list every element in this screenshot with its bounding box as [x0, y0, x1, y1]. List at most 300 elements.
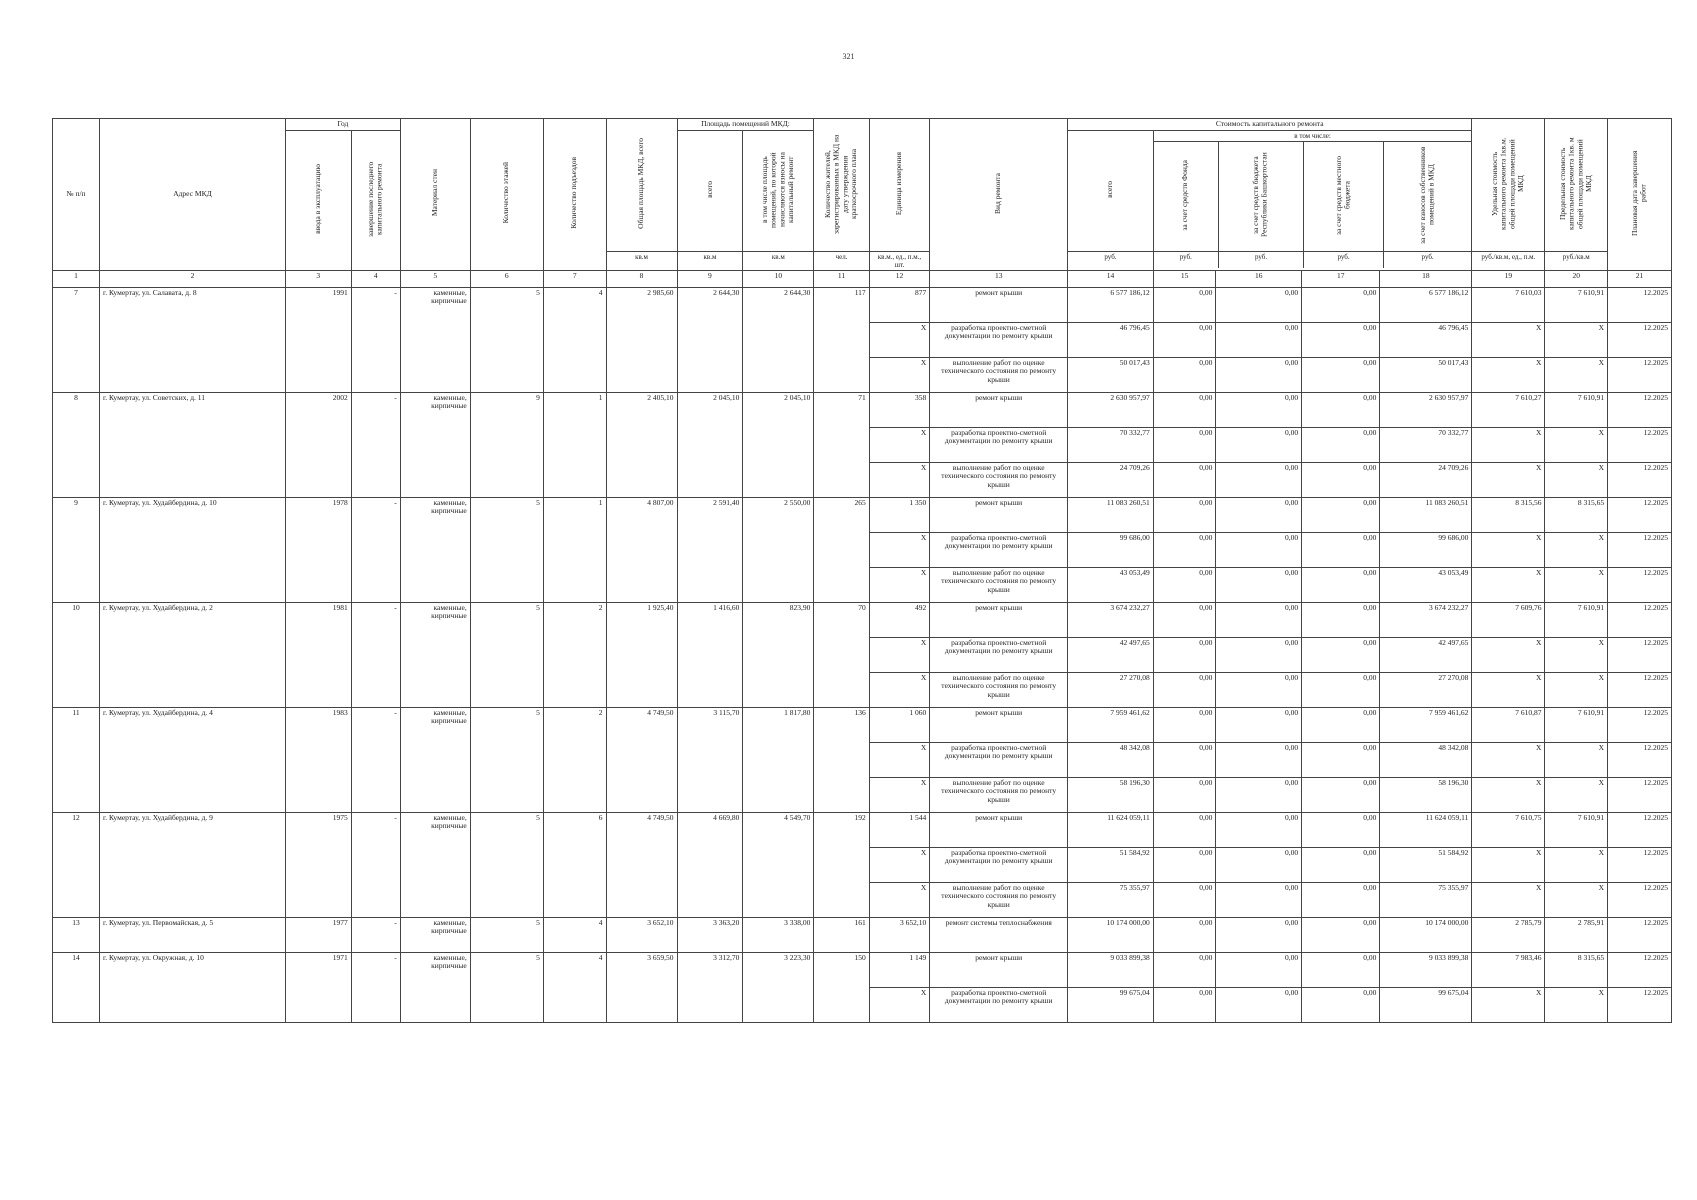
col-number: 1 [53, 270, 100, 287]
total-area-cell: 3 659,50 [606, 952, 677, 1022]
cost-fund-cell: 0,00 [1153, 462, 1216, 497]
cost-rb-cell: 0,00 [1216, 497, 1302, 532]
address-cell: г. Кумертау, ул. Худайбердина, д. 4 [100, 707, 286, 812]
col-number: 14 [1068, 270, 1154, 287]
area-fee-cell: 3 223,30 [743, 952, 814, 1022]
unit-value-cell: X [869, 637, 930, 672]
residents-cell: 161 [814, 917, 869, 952]
area-all-cell: 1 416,60 [677, 602, 743, 707]
completion-date-cell: 12.2025 [1608, 602, 1672, 637]
unit-value-cell: X [869, 672, 930, 707]
cost-local-cell: 0,00 [1302, 917, 1380, 952]
cost-total-cell: 7 959 461,62 [1068, 707, 1154, 742]
repair-kind-cell: ремонт крыши [930, 497, 1068, 532]
last-repair-cell: - [351, 392, 400, 497]
cost-fund-cell: 0,00 [1153, 392, 1216, 427]
repair-kind-cell: ремонт крыши [930, 602, 1068, 637]
cost-rb-cell: 0,00 [1216, 462, 1302, 497]
header-limit-cost: Предельная стоимость капитального ремонта 1кв. м общей площади помещений МКД [1545, 119, 1608, 252]
header-owners: за счет взносов собственников помещений в МКД [1417, 146, 1436, 244]
walls-cell: каменные, кирпичные [400, 602, 470, 707]
cost-owners-cell: 24 709,26 [1380, 462, 1472, 497]
cost-owners-cell: 27 270,08 [1380, 672, 1472, 707]
unit-value-cell: X [869, 427, 930, 462]
limit-cost-cell: 7 610,91 [1545, 392, 1608, 427]
walls-cell: каменные, кирпичные [400, 812, 470, 917]
cost-fund-cell: 0,00 [1153, 357, 1216, 392]
completion-date-cell: 12.2025 [1608, 917, 1672, 952]
unit-value-cell: 3 652,10 [869, 917, 930, 952]
area-all-cell: 3 115,70 [677, 707, 743, 812]
area-all-cell: 2 045,10 [677, 392, 743, 497]
area-all-cell: 4 669,80 [677, 812, 743, 917]
limit-cost-cell: X [1545, 427, 1608, 462]
row-number: 12 [53, 812, 100, 917]
area-fee-cell: 2 644,30 [743, 287, 814, 392]
cost-local-cell: 0,00 [1302, 777, 1380, 812]
unit-cell: кв.м [677, 251, 743, 270]
unit-cell: руб./кв.м, ед., п.м. [1472, 251, 1545, 270]
cost-fund-cell: 0,00 [1153, 847, 1216, 882]
repair-kind-cell: ремонт крыши [930, 287, 1068, 322]
limit-cost-cell: 8 315,65 [1545, 497, 1608, 532]
specific-cost-cell: X [1472, 427, 1545, 462]
header-repair-kind: Вид ремонта [930, 119, 1068, 271]
header-total-area: Общая площадь МКД, всего [606, 119, 677, 252]
specific-cost-cell: X [1472, 637, 1545, 672]
address-cell: г. Кумертау, ул. Окружная, д. 10 [100, 952, 286, 1022]
cost-local-cell: 0,00 [1302, 497, 1380, 532]
limit-cost-cell: X [1545, 462, 1608, 497]
specific-cost-cell: 7 609,76 [1472, 602, 1545, 637]
completion-date-cell: 12.2025 [1608, 322, 1672, 357]
repair-kind-cell: разработка проектно-сметной документации по ремонту крыши [930, 987, 1068, 1022]
cost-local-cell: 0,00 [1302, 707, 1380, 742]
area-fee-cell: 823,90 [743, 602, 814, 707]
header-residents: Количество жителей, зарегистрированных в МКД на дату утверждения краткосрочного плана [814, 119, 869, 252]
entrances-cell: 2 [543, 707, 606, 812]
cost-fund-cell: 0,00 [1153, 322, 1216, 357]
header-incl-group: в том числе: за счет средств Фонда за счет средств бюджета Республики Башкортостан за счет средств местного бюджета за счет взносов собственников помещений в МКД [1153, 131, 1472, 252]
limit-cost-cell: X [1545, 777, 1608, 812]
cost-local-cell: 0,00 [1302, 882, 1380, 917]
header-address: Адрес МКД [100, 119, 286, 271]
total-area-cell: 2 405,10 [606, 392, 677, 497]
address-cell: г. Кумертау, ул. Советских, д. 11 [100, 392, 286, 497]
specific-cost-cell: 7 610,03 [1472, 287, 1545, 322]
header-cost-group: Стоимость капитального ремонта [1068, 119, 1472, 131]
completion-date-cell: 12.2025 [1608, 497, 1672, 532]
unit-value-cell: 877 [869, 287, 930, 322]
col-number: 20 [1545, 270, 1608, 287]
unit-value-cell: X [869, 987, 930, 1022]
unit-cell: чел. [814, 251, 869, 270]
specific-cost-cell: X [1472, 987, 1545, 1022]
commissioning-year-cell: 1971 [285, 952, 351, 1022]
specific-cost-cell: 7 983,46 [1472, 952, 1545, 987]
specific-cost-cell: X [1472, 672, 1545, 707]
cost-fund-cell: 0,00 [1153, 742, 1216, 777]
unit-value-cell: X [869, 462, 930, 497]
unit-cell: руб. [1421, 252, 1434, 261]
last-repair-cell: - [351, 287, 400, 392]
unit-value-cell: X [869, 567, 930, 602]
area-all-cell: 3 312,70 [677, 952, 743, 1022]
completion-date-cell: 12.2025 [1608, 742, 1672, 777]
limit-cost-cell: 7 610,91 [1545, 812, 1608, 847]
cost-rb-cell: 0,00 [1216, 427, 1302, 462]
header-cost-total: всего [1068, 131, 1154, 252]
walls-cell: каменные, кирпичные [400, 287, 470, 392]
unit-value-cell: X [869, 847, 930, 882]
cost-local-cell: 0,00 [1302, 357, 1380, 392]
cost-fund-cell: 0,00 [1153, 707, 1216, 742]
cost-owners-cell: 9 033 899,38 [1380, 952, 1472, 987]
unit-value-cell: 1 060 [869, 707, 930, 742]
unit-value-cell: 358 [869, 392, 930, 427]
cost-local-cell: 0,00 [1302, 567, 1380, 602]
cost-fund-cell: 0,00 [1153, 532, 1216, 567]
header-rb-budget: за счет средств бюджета Республики Башкортостан [1218, 142, 1303, 251]
completion-date-cell: 12.2025 [1608, 427, 1672, 462]
specific-cost-cell: X [1472, 462, 1545, 497]
cost-rb-cell: 0,00 [1216, 812, 1302, 847]
cost-local-cell: 0,00 [1302, 532, 1380, 567]
cost-local-cell: 0,00 [1302, 987, 1380, 1022]
cost-total-cell: 10 174 000,00 [1068, 917, 1154, 952]
cost-local-cell: 0,00 [1302, 322, 1380, 357]
table-header [53, 119, 1672, 288]
row-number: 14 [53, 952, 100, 1022]
limit-cost-cell: X [1545, 847, 1608, 882]
commissioning-year-cell: 1978 [285, 497, 351, 602]
cost-local-cell: 0,00 [1302, 287, 1380, 322]
cost-rb-cell: 0,00 [1216, 882, 1302, 917]
header-walls: Материал стен [400, 119, 470, 271]
commissioning-year-cell: 1983 [285, 707, 351, 812]
cost-total-cell: 27 270,08 [1068, 672, 1154, 707]
unit-value-cell: 1 149 [869, 952, 930, 987]
cost-total-cell: 42 497,65 [1068, 637, 1154, 672]
header-area-group: Площадь помещений МКД: [677, 119, 814, 131]
unit-value-cell: X [869, 882, 930, 917]
floors-cell: 5 [470, 917, 543, 952]
cost-owners-cell: 3 674 232,27 [1380, 602, 1472, 637]
cost-rb-cell: 0,00 [1216, 777, 1302, 812]
residents-cell: 136 [814, 707, 869, 812]
header-fund: за счет средств Фонда [1154, 142, 1219, 251]
floors-cell: 5 [470, 952, 543, 1022]
cost-owners-cell: 11 083 260,51 [1380, 497, 1472, 532]
unit-cell: кв.м [606, 251, 677, 270]
col-number: 10 [743, 270, 814, 287]
table-row [53, 287, 1672, 322]
repair-kind-cell: выполнение работ по оценке технического состояния по ремонту крыши [930, 672, 1068, 707]
cost-rb-cell: 0,00 [1216, 637, 1302, 672]
cost-fund-cell: 0,00 [1153, 672, 1216, 707]
cost-owners-cell: 10 174 000,00 [1380, 917, 1472, 952]
floors-cell: 5 [470, 812, 543, 917]
column-number-row [53, 270, 1672, 287]
floors-cell: 5 [470, 707, 543, 812]
cost-total-cell: 58 196,30 [1068, 777, 1154, 812]
col-number: 8 [606, 270, 677, 287]
walls-cell: каменные, кирпичные [400, 917, 470, 952]
cost-local-cell: 0,00 [1302, 637, 1380, 672]
table-row [53, 602, 1672, 637]
completion-date-cell: 12.2025 [1608, 952, 1672, 987]
commissioning-year-cell: 1975 [285, 812, 351, 917]
col-number: 7 [543, 270, 606, 287]
total-area-cell: 3 652,10 [606, 917, 677, 952]
col-number: 13 [930, 270, 1068, 287]
area-fee-cell: 2 550,00 [743, 497, 814, 602]
area-all-cell: 2 644,30 [677, 287, 743, 392]
table-row [53, 952, 1672, 987]
limit-cost-cell: 7 610,91 [1545, 287, 1608, 322]
entrances-cell: 6 [543, 812, 606, 917]
cost-local-cell: 0,00 [1302, 427, 1380, 462]
specific-cost-cell: X [1472, 357, 1545, 392]
cost-owners-cell: 99 686,00 [1380, 532, 1472, 567]
cost-rb-cell: 0,00 [1216, 952, 1302, 987]
cost-owners-cell: 46 796,45 [1380, 322, 1472, 357]
cost-rb-cell: 0,00 [1216, 602, 1302, 637]
cost-rb-cell: 0,00 [1216, 672, 1302, 707]
unit-cell: руб./кв.м [1545, 251, 1608, 270]
completion-date-cell: 12.2025 [1608, 987, 1672, 1022]
cost-fund-cell: 0,00 [1153, 882, 1216, 917]
cost-total-cell: 9 033 899,38 [1068, 952, 1154, 987]
limit-cost-cell: X [1545, 987, 1608, 1022]
entrances-cell: 4 [543, 287, 606, 392]
floors-cell: 5 [470, 602, 543, 707]
commissioning-year-cell: 1977 [285, 917, 351, 952]
entrances-cell: 4 [543, 917, 606, 952]
total-area-cell: 4 807,00 [606, 497, 677, 602]
address-cell: г. Кумертау, ул. Первомайская, д. 5 [100, 917, 286, 952]
specific-cost-cell: X [1472, 322, 1545, 357]
col-number: 15 [1153, 270, 1216, 287]
header-completion-date: Плановая дата завершения работ [1608, 119, 1672, 271]
unit-value-cell: X [869, 742, 930, 777]
col-number: 17 [1302, 270, 1380, 287]
cost-owners-cell: 99 675,04 [1380, 987, 1472, 1022]
cost-total-cell: 48 342,08 [1068, 742, 1154, 777]
entrances-cell: 4 [543, 952, 606, 1022]
cost-total-cell: 50 017,43 [1068, 357, 1154, 392]
completion-date-cell: 12.2025 [1608, 812, 1672, 847]
cost-total-cell: 11 083 260,51 [1068, 497, 1154, 532]
residents-cell: 192 [814, 812, 869, 917]
cost-total-cell: 70 332,77 [1068, 427, 1154, 462]
header-no: № п/п [53, 119, 100, 271]
col-number: 4 [351, 270, 400, 287]
cost-total-cell: 11 624 059,11 [1068, 812, 1154, 847]
cost-owners-cell: 43 053,49 [1380, 567, 1472, 602]
area-fee-cell: 1 817,80 [743, 707, 814, 812]
completion-date-cell: 12.2025 [1608, 777, 1672, 812]
row-number: 8 [53, 392, 100, 497]
limit-cost-cell: X [1545, 322, 1608, 357]
limit-cost-cell: 7 610,91 [1545, 707, 1608, 742]
row-number: 11 [53, 707, 100, 812]
floors-cell: 5 [470, 497, 543, 602]
address-cell: г. Кумертау, ул. Худайбердина, д. 10 [100, 497, 286, 602]
col-number: 19 [1472, 270, 1545, 287]
repair-kind-cell: выполнение работ по оценке технического состояния по ремонту крыши [930, 357, 1068, 392]
total-area-cell: 1 925,40 [606, 602, 677, 707]
limit-cost-cell: X [1545, 357, 1608, 392]
commissioning-year-cell: 1981 [285, 602, 351, 707]
repair-kind-cell: ремонт крыши [930, 812, 1068, 847]
limit-cost-cell: X [1545, 882, 1608, 917]
col-number: 11 [814, 270, 869, 287]
residents-cell: 71 [814, 392, 869, 497]
cost-owners-cell: 70 332,77 [1380, 427, 1472, 462]
repair-kind-cell: разработка проектно-сметной документации по ремонту крыши [930, 427, 1068, 462]
cost-local-cell: 0,00 [1302, 742, 1380, 777]
repair-kind-cell: разработка проектно-сметной документации по ремонту крыши [930, 637, 1068, 672]
header-last-repair: завершение последнего капитального ремонта [351, 131, 400, 271]
cost-owners-cell: 50 017,43 [1380, 357, 1472, 392]
col-number: 16 [1216, 270, 1302, 287]
area-all-cell: 2 591,40 [677, 497, 743, 602]
col-number: 21 [1608, 270, 1672, 287]
unit-value-cell: X [869, 357, 930, 392]
row-number: 9 [53, 497, 100, 602]
repair-plan-sheet [52, 118, 1672, 1023]
completion-date-cell: 12.2025 [1608, 392, 1672, 427]
limit-cost-cell: X [1545, 532, 1608, 567]
walls-cell: каменные, кирпичные [400, 707, 470, 812]
header-commissioning-year: ввода в эксплуатацию [285, 131, 351, 271]
address-cell: г. Кумертау, ул. Худайбердина, д. 2 [100, 602, 286, 707]
specific-cost-cell: X [1472, 777, 1545, 812]
completion-date-cell: 12.2025 [1608, 462, 1672, 497]
cost-total-cell: 46 796,45 [1068, 322, 1154, 357]
row-number: 7 [53, 287, 100, 392]
cost-local-cell: 0,00 [1302, 602, 1380, 637]
area-all-cell: 3 363,20 [677, 917, 743, 952]
area-fee-cell: 2 045,10 [743, 392, 814, 497]
cost-fund-cell: 0,00 [1153, 567, 1216, 602]
cost-fund-cell: 0,00 [1153, 427, 1216, 462]
completion-date-cell: 12.2025 [1608, 882, 1672, 917]
last-repair-cell: - [351, 497, 400, 602]
unit-value-cell: 1 544 [869, 812, 930, 847]
completion-date-cell: 12.2025 [1608, 672, 1672, 707]
header-area-fee: в том числе площадь помещений, по которой начисляются взносы на капитальный ремонт [743, 131, 814, 252]
specific-cost-cell: X [1472, 882, 1545, 917]
table-row [53, 392, 1672, 427]
specific-cost-cell: X [1472, 532, 1545, 567]
last-repair-cell: - [351, 602, 400, 707]
col-number: 5 [400, 270, 470, 287]
cost-owners-cell: 58 196,30 [1380, 777, 1472, 812]
row-number: 10 [53, 602, 100, 707]
total-area-cell: 4 749,50 [606, 707, 677, 812]
cost-fund-cell: 0,00 [1153, 987, 1216, 1022]
limit-cost-cell: X [1545, 742, 1608, 777]
unit-cell: руб. [1304, 252, 1384, 268]
specific-cost-cell: 8 315,56 [1472, 497, 1545, 532]
repair-kind-cell: выполнение работ по оценке технического состояния по ремонту крыши [930, 462, 1068, 497]
completion-date-cell: 12.2025 [1608, 357, 1672, 392]
cost-owners-cell: 7 959 461,62 [1380, 707, 1472, 742]
limit-cost-cell: 8 315,65 [1545, 952, 1608, 987]
repair-kind-cell: разработка проектно-сметной документации по ремонту крыши [930, 847, 1068, 882]
area-fee-cell: 4 549,70 [743, 812, 814, 917]
cost-rb-cell: 0,00 [1216, 987, 1302, 1022]
unit-cell: руб. [1154, 252, 1219, 268]
last-repair-cell: - [351, 707, 400, 812]
total-area-cell: 2 985,60 [606, 287, 677, 392]
cost-total-cell: 99 686,00 [1068, 532, 1154, 567]
area-fee-cell: 3 338,00 [743, 917, 814, 952]
cost-total-cell: 75 355,97 [1068, 882, 1154, 917]
unit-value-cell: X [869, 777, 930, 812]
cost-owners-cell: 48 342,08 [1380, 742, 1472, 777]
cost-owners-cell: 6 577 186,12 [1380, 287, 1472, 322]
entrances-cell: 2 [543, 602, 606, 707]
table-body [53, 287, 1672, 1022]
cost-total-cell: 51 584,92 [1068, 847, 1154, 882]
completion-date-cell: 12.2025 [1608, 847, 1672, 882]
cost-owners-cell: 11 624 059,11 [1380, 812, 1472, 847]
unit-value-cell: 492 [869, 602, 930, 637]
repair-kind-cell: ремонт системы теплоснабжения [930, 917, 1068, 952]
cost-total-cell: 6 577 186,12 [1068, 287, 1154, 322]
cost-total-cell: 3 674 232,27 [1068, 602, 1154, 637]
specific-cost-cell: 7 610,75 [1472, 812, 1545, 847]
table-row [53, 812, 1672, 847]
floors-cell: 9 [470, 392, 543, 497]
completion-date-cell: 12.2025 [1608, 567, 1672, 602]
commissioning-year-cell: 2002 [285, 392, 351, 497]
specific-cost-cell: 2 785,79 [1472, 917, 1545, 952]
completion-date-cell: 12.2025 [1608, 532, 1672, 567]
header-floors: Количество этажей [470, 119, 543, 271]
last-repair-cell: - [351, 952, 400, 1022]
repair-kind-cell: разработка проектно-сметной документации по ремонту крыши [930, 322, 1068, 357]
cost-fund-cell: 0,00 [1153, 287, 1216, 322]
cost-fund-cell: 0,00 [1153, 637, 1216, 672]
cost-rb-cell: 0,00 [1216, 567, 1302, 602]
cost-fund-cell: 0,00 [1153, 497, 1216, 532]
unit-cell: кв.м., ед., п.м., шт. [869, 251, 930, 270]
cost-owners-cell: 51 584,92 [1380, 847, 1472, 882]
page-number: 321 [842, 52, 855, 61]
specific-cost-cell: X [1472, 847, 1545, 882]
walls-cell: каменные, кирпичные [400, 392, 470, 497]
unit-cell: руб. [1218, 252, 1303, 268]
walls-cell: каменные, кирпичные [400, 952, 470, 1022]
cost-local-cell: 0,00 [1302, 462, 1380, 497]
cost-total-cell: 99 675,04 [1068, 987, 1154, 1022]
col-number: 9 [677, 270, 743, 287]
floors-cell: 5 [470, 287, 543, 392]
specific-cost-cell: 7 610,27 [1472, 392, 1545, 427]
repair-kind-cell: выполнение работ по оценке технического состояния по ремонту крыши [930, 777, 1068, 812]
col-number: 18 [1380, 270, 1472, 287]
unit-value-cell: X [869, 532, 930, 567]
cost-owners-cell: 42 497,65 [1380, 637, 1472, 672]
limit-cost-cell: X [1545, 637, 1608, 672]
header-area-all: всего [677, 131, 743, 252]
table-row [53, 917, 1672, 952]
cost-fund-cell: 0,00 [1153, 812, 1216, 847]
